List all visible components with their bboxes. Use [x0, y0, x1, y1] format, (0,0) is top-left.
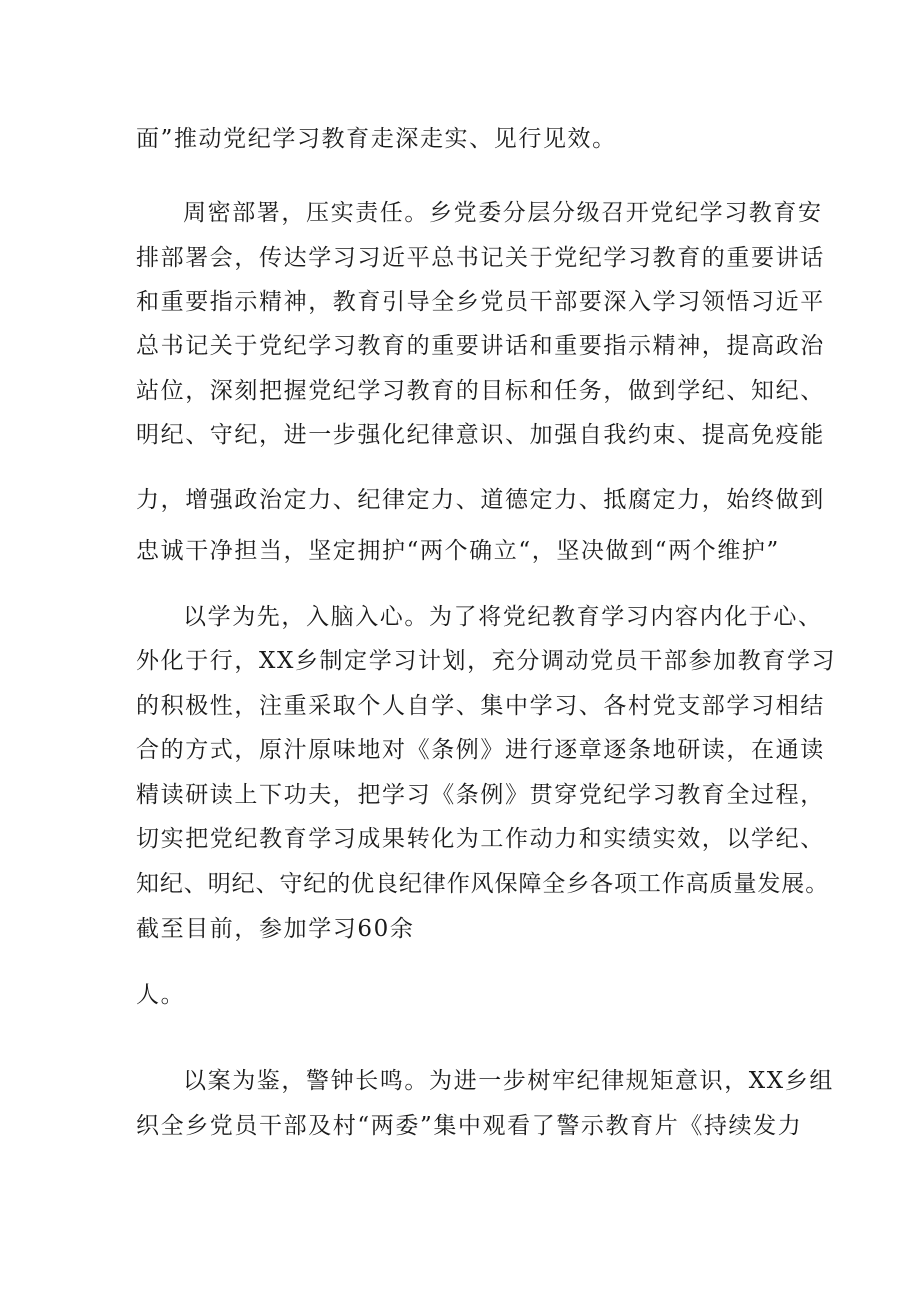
paragraph-2-line-3: 和重要指示精神，教育引导全乡党员干部要深入学习领悟习近平: [136, 289, 825, 315]
paragraph-2-line-7: 力，增强政治定力、纪律定力、道德定力、抵腐定力，始终做到: [136, 487, 825, 513]
paragraph-5-line-1: 以案为鉴，警钟长鸣。为进一步树牢纪律规矩意识，XX乡组: [183, 1068, 834, 1094]
paragraph-3-line-3: 的积极性，注重采取个人自学、集中学习、各村党支部学习相结: [136, 693, 825, 719]
paragraph-3-line-7: 知纪、明纪、守纪的优良纪律作风保障全乡各项工作高质量发展。: [136, 871, 830, 897]
paragraph-4-line-1: 人。: [136, 982, 186, 1008]
paragraph-2-line-2: 排部署会，传达学习习近平总书记关于党纪学习教育的重要讲话: [136, 245, 825, 271]
paragraph-2-line-4: 总书记关于党纪学习教育的重要讲话和重要指示精神，提高政治: [136, 333, 825, 359]
paragraph-2-line-1: 周密部署，压实责任。乡党委分层分级召开党纪学习教育安: [183, 200, 823, 226]
paragraph-1-line-1: 面”推动党纪学习教育走深走实、见行见效。: [136, 126, 617, 152]
paragraph-2-line-5: 站位，深刻把握党纪学习教育的目标和任务，做到学纪、知纪、: [136, 378, 825, 404]
paragraph-3-line-5: 精读研读上下功夫，把学习《条例》贯穿党纪学习教育全过程，: [136, 782, 825, 808]
paragraph-3-line-6: 切实把党纪教育学习成果转化为工作动力和实绩实效，以学纪、: [136, 826, 825, 852]
paragraph-3-line-1: 以学为先，入脑入心。为了将党纪教育学习内容内化于心、: [183, 604, 823, 630]
paragraph-2-line-6: 明纪、守纪，进一步强化纪律意识、加强自我约束、提高免疫能: [136, 422, 825, 448]
paragraph-5-line-2: 织全乡党员干部及村“两委”集中观看了警示教育片《持续发力: [136, 1113, 803, 1139]
paragraph-3-line-2: 外化于行，XX乡制定学习计划，充分调动党员干部参加教育学习: [136, 648, 837, 674]
paragraph-3-line-4: 合的方式，原汁原味地对《条例》进行逐章逐条地研读，在通读: [136, 737, 825, 763]
paragraph-3-line-8: 截至目前，参加学习60余: [136, 916, 415, 942]
paragraph-2-line-8: 忠诚干净担当，坚定拥护“两个确立“，坚决做到“两个维护”: [136, 538, 780, 564]
